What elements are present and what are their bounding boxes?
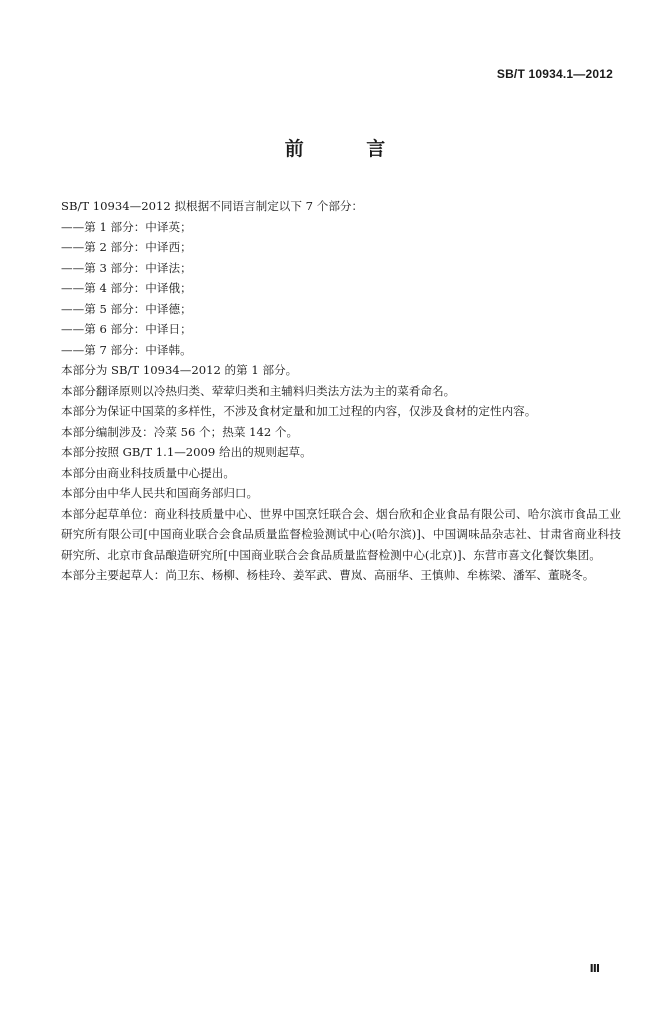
document-body: [61, 196, 621, 586]
statement: 本部分为 SB/T 10934—2012 的第 1 部分。: [61, 363, 298, 377]
part-item: ——第 7 部分：中译韩。: [61, 342, 192, 357]
intro-text: SB/T 10934—2012 拟根据不同语言制定以下 7 个部分：: [61, 199, 364, 213]
part-item: ——第 5 部分：中译德；: [61, 301, 192, 316]
page-number: Ⅲ: [589, 963, 600, 975]
statement: 本部分由中华人民共和国商务部归口。: [61, 486, 259, 500]
statement: 本部分为保证中国菜的多样性，不涉及食材定量和加工过程的内容，仅涉及食材的定性内容。: [61, 404, 537, 418]
statement: 本部分按照 GB/T 1.1—2009 给出的规则起草。: [61, 445, 312, 459]
page-title: 前 言: [284, 138, 414, 160]
statement: 本部分编制涉及：冷菜 56 个；热菜 142 个。: [61, 424, 299, 439]
part-item: ——第 4 部分：中译俄；: [61, 281, 192, 295]
part-item: ——第 6 部分：中译日；: [61, 322, 192, 336]
drafting-units-paragraph: 本部分起草单位：商业科技质量中心、世界中国烹饪联合会、烟台欣和企业食品有限公司、哈尔滨市食品工业研究所有限公司[中国商业联合会食品质量监督检验测试中心(哈尔滨)]、中国调味品杂志社、甘肃省商业科技研究所、北京市食品酿造研究所[中国商业联合会食品质量监督检测中心(北京)]、东营市喜文化餐饮集团。: [61, 506, 621, 562]
part-item: ——第 3 部分：中译法；: [61, 260, 192, 275]
drafters-paragraph: 本部分主要起草人：尚卫东、杨柳、杨桂玲、姜军武、曹岚、高丽华、王慎帅、牟栋梁、潘军、董晓冬。: [61, 568, 595, 582]
part-item: ——第 2 部分：中译西；: [61, 240, 192, 254]
statement: 本部分由商业科技质量中心提出。: [61, 465, 235, 480]
part-item: ——第 1 部分：中译英；: [61, 219, 192, 234]
standard-number: SB/T 10934.1—2012: [496, 67, 613, 81]
statement: 本部分翻译原则以冷热归类、荤荤归类和主辅料归类法方法为主的菜肴命名。: [61, 383, 456, 398]
